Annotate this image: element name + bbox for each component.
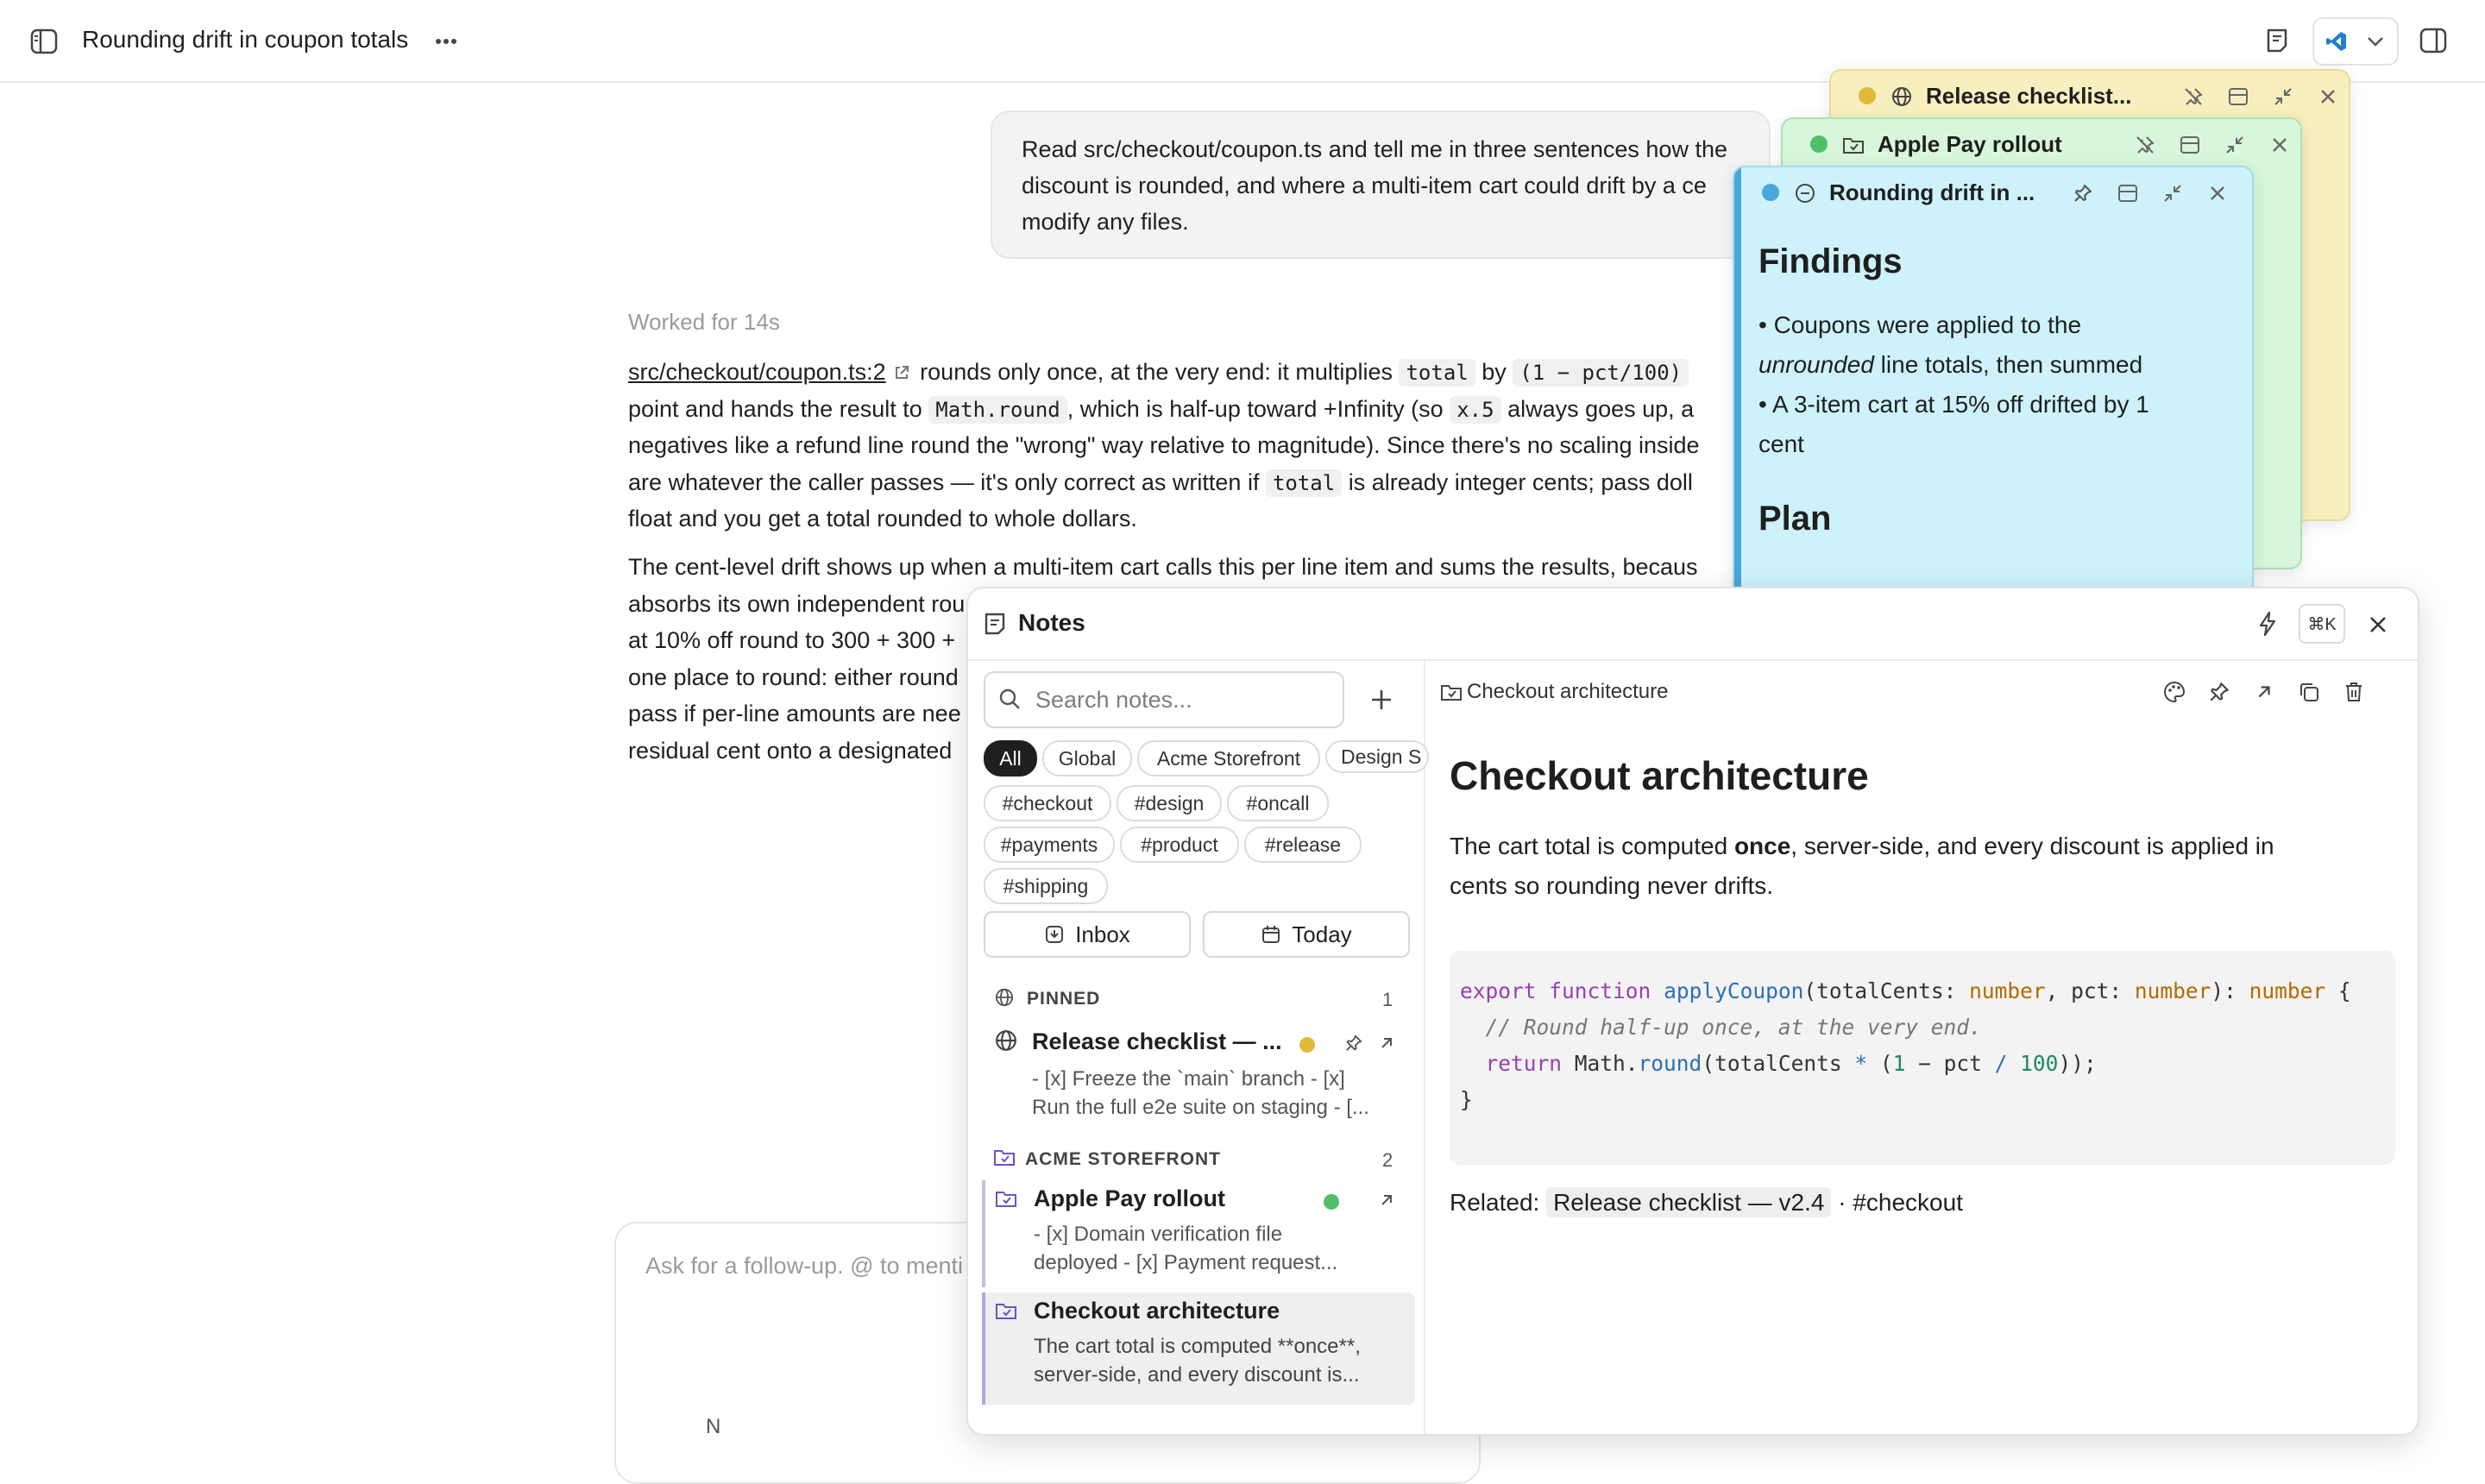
close-icon[interactable]: [2316, 85, 2340, 109]
composer-mode-label: N: [706, 1415, 721, 1438]
editor-switcher[interactable]: [2312, 17, 2399, 66]
note-card-rounding-drift[interactable]: [1733, 166, 2254, 618]
globe-icon: [1890, 85, 1914, 109]
close-icon[interactable]: [2364, 611, 2392, 638]
project-folder-icon: [1841, 133, 1865, 157]
pin-icon[interactable]: [2071, 181, 2095, 205]
unpin-icon[interactable]: [2133, 133, 2157, 157]
project-folder-icon: [994, 1187, 1018, 1210]
code-token: ));: [2058, 1051, 2097, 1076]
text-line: residual cent onto a designated: [628, 737, 953, 764]
lightning-icon[interactable]: [2254, 609, 2281, 638]
text-line: The cent-level drift shows up when a multi-item cart calls this per line item and sums the results, becaus: [628, 554, 1698, 580]
card-title: Release checklist...: [1926, 83, 2132, 109]
related-note-link[interactable]: Release checklist — v2.4: [1546, 1187, 1831, 1217]
code-comment: // Round half-up once, at the very end.: [1460, 1015, 1982, 1040]
inbox-label: Inbox: [1075, 921, 1130, 947]
emphasis: unrounded: [1758, 351, 1874, 378]
globe-icon: [994, 1028, 1018, 1053]
text-span: point and hands the result to: [628, 395, 929, 422]
inline-code: x.5: [1450, 396, 1500, 424]
section-count: 2: [1382, 1149, 1393, 1171]
tag-release[interactable]: #release: [1244, 827, 1362, 863]
shrink-icon[interactable]: [2223, 133, 2247, 157]
code-token: export: [1460, 978, 1537, 1003]
notes-title: Notes: [1018, 609, 1085, 636]
color-dot: [1762, 184, 1779, 201]
project-folder-icon: [992, 1146, 1016, 1168]
inline-code: total: [1399, 359, 1475, 387]
code-token: function: [1549, 978, 1651, 1003]
composer-placeholder: Ask for a follow-up. @ to menti: [645, 1253, 964, 1279]
code-token: 100: [2020, 1051, 2059, 1076]
code-token: [2007, 1051, 2020, 1076]
trash-icon[interactable]: [2340, 678, 2368, 706]
user-message-line: modify any files.: [1022, 209, 1189, 235]
unpin-icon[interactable]: [2181, 85, 2205, 109]
list-item[interactable]: [982, 1023, 1412, 1135]
code-token: applyCoupon: [1664, 978, 1804, 1003]
code-token: {: [2325, 978, 2351, 1003]
today-label: Today: [1292, 921, 1352, 947]
shrink-icon[interactable]: [2161, 181, 2185, 205]
text-line: float and you get a total rounded to whole dollars.: [628, 506, 1137, 531]
note-heading: Checkout architecture: [1450, 753, 1869, 798]
section-label-pinned: PINNED: [1027, 989, 1101, 1009]
calendar-icon: [1261, 924, 1281, 945]
user-message-bubble: [991, 110, 1771, 259]
shrink-icon[interactable]: [2271, 85, 2295, 109]
text-line: at 10% off round to 300 + 300 +: [628, 627, 956, 653]
code-token: }: [1460, 1087, 1473, 1112]
note-paragraph: [1450, 827, 2381, 906]
project-folder-icon: [994, 1299, 1018, 1322]
text-span: are whatever the caller passes — it's only correct as written if: [628, 468, 1266, 495]
color-dot: [1859, 87, 1876, 104]
card-title: Apple Pay rollout: [1878, 131, 2062, 157]
breadcrumb[interactable]: Checkout architecture: [1467, 680, 1669, 703]
tag-oncall[interactable]: #oncall: [1227, 785, 1329, 821]
code-token: number: [2134, 978, 2211, 1003]
code-token: 1: [1892, 1051, 1906, 1076]
user-message-line: discount is rounded, and where a multi-item cart could drift by a ce: [1022, 173, 1707, 198]
inline-code: (1 − pct/100): [1513, 359, 1689, 387]
more-options-icon[interactable]: [431, 29, 461, 53]
text-span: cents so rounding never drifts.: [1450, 872, 1774, 899]
code-token: number: [1969, 978, 2046, 1003]
card-heading: Plan: [1758, 500, 1832, 538]
palette-icon[interactable]: [2161, 678, 2188, 706]
filter-acme-storefront[interactable]: Acme Storefront: [1137, 740, 1320, 777]
collapse-icon[interactable]: [2116, 181, 2140, 205]
section-count: 1: [1382, 989, 1393, 1010]
code-token: /: [1994, 1051, 2008, 1076]
card-accent-bar: [1734, 167, 1741, 616]
code-token: round: [1638, 1051, 1702, 1076]
pin-icon[interactable]: [2205, 678, 2233, 706]
code-token: , pct:: [2045, 978, 2135, 1003]
note-snippet: [1034, 1220, 1405, 1277]
code-block: [1450, 951, 2395, 1165]
inbox-icon: [1044, 924, 1065, 945]
code-token: number: [2249, 978, 2326, 1003]
snippet-line: - [x] Domain verification file: [1034, 1223, 1283, 1246]
text-line: negatives like a refund line round the "wrong" way relative to magnitude). Since there's no scaling inside: [628, 432, 1700, 458]
worked-duration: Worked for 14s: [628, 309, 780, 335]
add-note-icon[interactable]: [1365, 683, 1398, 716]
notes-panel: [966, 587, 2419, 1436]
card-header[interactable]: [1734, 167, 2252, 217]
filter-all[interactable]: All: [984, 740, 1037, 777]
related-label: Related:: [1450, 1189, 1540, 1216]
bullet-item: [1758, 345, 2233, 385]
note-title: Apple Pay rollout: [1034, 1185, 1226, 1211]
search-placeholder: Search notes...: [1035, 687, 1192, 713]
project-folder-icon: [1439, 680, 1463, 704]
list-item-selected[interactable]: [982, 1292, 1415, 1405]
text-span: • Coupons were applied to the: [1758, 311, 2082, 338]
bold-text: once: [1733, 833, 1791, 859]
code-token: (totalCents:: [1803, 978, 1970, 1003]
copy-icon[interactable]: [2295, 678, 2323, 706]
card-title: Rounding drift in ...: [1829, 179, 2035, 205]
list-item[interactable]: [982, 1180, 1415, 1287]
tag-checkout[interactable]: #checkout: [984, 785, 1111, 821]
open-external-icon[interactable]: [1375, 1189, 1398, 1211]
text-span: is already integer cents; pass doll: [1342, 468, 1693, 495]
notes-sidebar: [968, 661, 1425, 1436]
code-token: return: [1485, 1051, 1563, 1076]
text-line: absorbs its own independent rou: [628, 590, 966, 617]
note-detail: [1425, 661, 2418, 1436]
file-link[interactable]: src/checkout/coupon.ts:2: [628, 359, 886, 385]
bullet-item: cent: [1758, 431, 1804, 457]
close-icon[interactable]: [2268, 133, 2292, 157]
collapse-icon[interactable]: [2178, 133, 2202, 157]
text-span: line totals, then summed: [1873, 351, 2143, 378]
keyboard-shortcut-badge[interactable]: ⌘K: [2299, 604, 2345, 644]
text-span: , server-side, and every discount is applied in: [1790, 833, 2274, 859]
search-icon: [997, 687, 1022, 711]
section-label-acme: ACME STOREFRONT: [1025, 1149, 1221, 1169]
tag-product[interactable]: #product: [1120, 827, 1239, 863]
tag-design[interactable]: #design: [1117, 785, 1222, 821]
text-span: by: [1475, 359, 1513, 385]
note-title: Checkout architecture: [1034, 1298, 1280, 1324]
open-external-icon[interactable]: [2250, 678, 2278, 706]
tag-shipping[interactable]: #shipping: [984, 868, 1108, 904]
code-token: Math.: [1562, 1051, 1639, 1076]
text-line: one place to round: either round: [628, 663, 959, 690]
bullet-item: [1758, 305, 2233, 345]
user-message-text: [1022, 131, 1755, 240]
card-body: [1758, 242, 2233, 538]
filter-global[interactable]: Global: [1042, 740, 1132, 777]
related-tag-link[interactable]: #checkout: [1853, 1189, 1963, 1216]
snippet-line: Run the full e2e suite on staging - [...: [1032, 1096, 1369, 1119]
chat-bubble-icon: [1793, 181, 1817, 205]
text-span: , which is half-up toward +Infinity (so: [1066, 395, 1450, 422]
user-message-line: Read src/checkout/coupon.ts and tell me in three sentences how the: [1022, 136, 1727, 162]
related-line: [1450, 1189, 1963, 1217]
card-header[interactable]: [1831, 71, 2349, 121]
note-title: Release checklist — ...: [1032, 1028, 1282, 1054]
code-token: *: [1854, 1051, 1868, 1076]
color-dot: [1299, 1037, 1315, 1053]
globe-icon: [994, 987, 1015, 1008]
assistant-paragraph-1: [628, 354, 1750, 538]
today-button[interactable]: [1203, 911, 1410, 958]
text-span: always goes up, a: [1500, 395, 1695, 422]
card-header[interactable]: [1783, 119, 2300, 169]
code-token: (totalCents: [1702, 1051, 1855, 1076]
inline-code: total: [1266, 469, 1342, 497]
separator: ·: [1831, 1189, 1853, 1216]
note-snippet: [1034, 1332, 1405, 1389]
snippet-line: The cart total is computed **once**,: [1034, 1335, 1361, 1358]
page-title: Rounding drift in coupon totals: [82, 26, 409, 53]
note-snippet: [1032, 1065, 1403, 1122]
right-panel-toggle-icon[interactable]: [2418, 26, 2449, 55]
chevron-down-icon: [2364, 31, 2387, 52]
color-dot: [1324, 1194, 1339, 1210]
close-icon[interactable]: [2205, 181, 2230, 205]
collapse-icon[interactable]: [2226, 85, 2250, 109]
card-heading: Findings: [1758, 242, 1903, 280]
text-span: The cart total is computed: [1450, 833, 1734, 859]
bullet-item: • A 3-item cart at 15% off drifted by 1: [1758, 391, 2149, 418]
notes-header: [968, 588, 2418, 661]
code-token: − pct: [1905, 1051, 1995, 1076]
text-line: pass if per-line amounts are nee: [628, 701, 961, 726]
sidebar-toggle-icon[interactable]: [28, 26, 60, 57]
text-span: rounds only once, at the very end: it multiplies: [913, 359, 1400, 385]
code-token: (: [1867, 1051, 1893, 1076]
vscode-icon: [2325, 29, 2349, 53]
tag-payments[interactable]: #payments: [984, 827, 1115, 863]
notes-icon: [982, 611, 1008, 637]
code-token: ):: [2211, 978, 2249, 1003]
snippet-line: deployed - [x] Payment request...: [1034, 1251, 1338, 1274]
open-external-icon[interactable]: [1375, 1032, 1398, 1054]
notes-icon[interactable]: [2262, 26, 2292, 55]
filter-design[interactable]: Design S: [1325, 740, 1429, 773]
inbox-button[interactable]: [984, 911, 1191, 958]
inline-code: Math.round: [928, 396, 1067, 424]
search-input[interactable]: [984, 671, 1344, 728]
color-dot: [1810, 135, 1828, 153]
snippet-line: - [x] Freeze the `main` branch - [x]: [1032, 1067, 1345, 1091]
pin-icon[interactable]: [1343, 1032, 1365, 1054]
snippet-line: server-side, and every discount is...: [1034, 1363, 1360, 1387]
external-link-icon[interactable]: [893, 364, 910, 381]
